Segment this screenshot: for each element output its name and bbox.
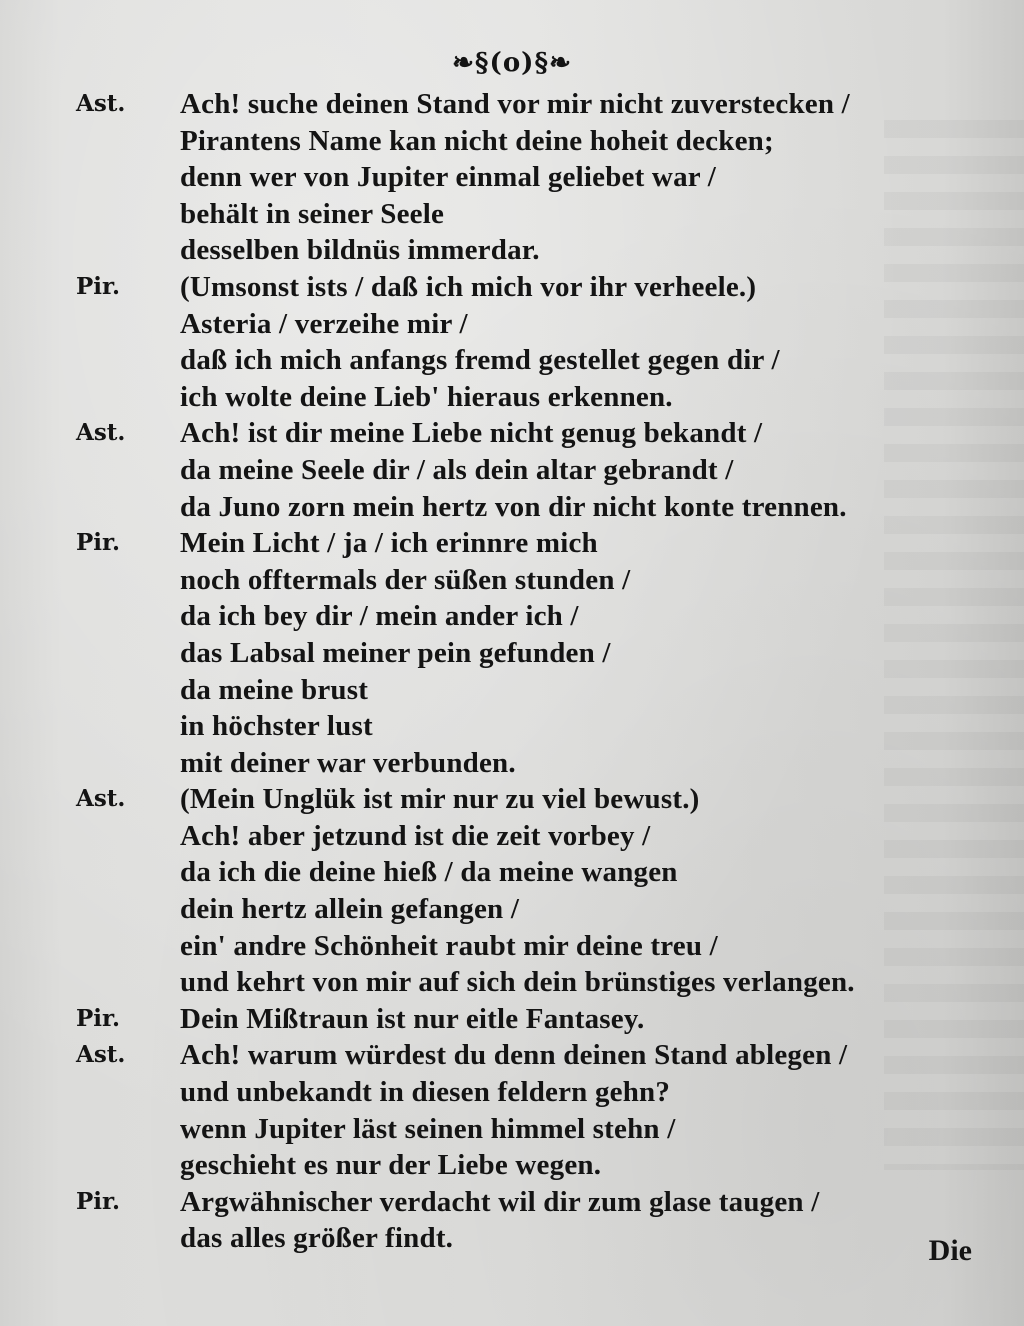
verse-line bbox=[0, 1147, 1024, 1184]
verse-text: Ach! ist dir meine Liebe nicht genug bekandt / bbox=[180, 417, 763, 450]
verse-text: behält in seiner Seele bbox=[180, 197, 445, 230]
verse-line bbox=[0, 818, 1024, 855]
verse-line bbox=[0, 342, 1024, 379]
verse-text: geschieht es nur der Liebe wegen. bbox=[180, 1149, 602, 1182]
speaker-label: Pir. bbox=[76, 1187, 121, 1215]
verse-text: das alles größer findt. bbox=[180, 1222, 454, 1255]
verse-text: daß ich mich anfangs fremd gestellet gegen dir / bbox=[180, 344, 780, 377]
verse-text: wenn Jupiter läst seinen himmel stehn / bbox=[180, 1112, 676, 1145]
speaker-label: Ast. bbox=[76, 785, 126, 813]
verse-text: Dein Mißtraun ist nur eitle Fantasey. bbox=[180, 1002, 645, 1035]
verse-line bbox=[0, 379, 1024, 416]
verse-text: Ach! suche deinen Stand vor mir nicht zuverstecken / bbox=[180, 88, 850, 120]
verse-text: Pirantens Name kan nicht deine hoheit decken; bbox=[180, 124, 774, 157]
verse-line bbox=[0, 232, 1024, 269]
verse-line bbox=[0, 928, 1024, 965]
verse-text: da Juno zorn mein hertz von dir nicht konte trennen. bbox=[180, 490, 847, 523]
verse-line bbox=[0, 196, 1024, 233]
verse-line bbox=[0, 598, 1024, 635]
speaker-label: Pir. bbox=[76, 529, 121, 557]
verse-line bbox=[0, 854, 1024, 891]
verse-text: da ich bey dir / mein ander ich / bbox=[180, 600, 579, 633]
verse-line bbox=[0, 964, 1024, 1001]
verse-line bbox=[0, 1037, 1024, 1074]
verse-line bbox=[0, 745, 1024, 782]
speaker-label: Pir. bbox=[76, 1004, 121, 1032]
verse-line bbox=[0, 1001, 1024, 1038]
verse-line bbox=[0, 489, 1024, 526]
verse-line bbox=[0, 159, 1024, 196]
verse-text: in höchster lust bbox=[180, 710, 373, 743]
verse-text: noch offtermals der süßen stunden / bbox=[180, 563, 631, 596]
verse-line bbox=[0, 525, 1024, 562]
verse-text: denn wer von Jupiter einmal geliebet war / bbox=[180, 161, 717, 194]
verse-text: Ach! aber jetzund ist die zeit vorbey / bbox=[180, 819, 651, 852]
verse-text: ein' andre Schönheit raubt mir deine treu / bbox=[180, 929, 718, 962]
verse-text: Asteria / verzeihe mir / bbox=[180, 307, 468, 340]
speaker-label: Ast. bbox=[76, 1041, 126, 1069]
verse-text: desselben bildnüs immerdar. bbox=[180, 234, 540, 267]
verse-text: da meine brust bbox=[180, 673, 369, 706]
verse-line bbox=[0, 635, 1024, 672]
verse-text: da meine Seele dir / als dein altar gebrandt / bbox=[180, 453, 734, 486]
verse-text: und unbekandt in diesen feldern gehn? bbox=[180, 1076, 671, 1109]
verse-text: da ich die deine hieß / da meine wangen bbox=[180, 856, 678, 889]
verse-text: mit deiner war verbunden. bbox=[180, 746, 516, 779]
verse-text: ich wolte deine Lieb' hieraus erkennen. bbox=[180, 380, 673, 413]
verse-text: und kehrt von mir auf sich dein brünstiges verlangen. bbox=[180, 966, 855, 999]
verse-text: Ach! warum würdest du denn deinen Stand ablegen / bbox=[180, 1039, 848, 1072]
verse-line bbox=[0, 86, 1024, 123]
page-header-ornament: ❧§(o)§❧ bbox=[452, 48, 572, 78]
dialogue-block bbox=[0, 86, 1024, 1257]
verse-line bbox=[0, 1074, 1024, 1111]
verse-line bbox=[0, 452, 1024, 489]
verse-text: Mein Licht / ja / ich erinnre mich bbox=[180, 527, 598, 560]
verse-text: Argwähnischer verdacht wil dir zum glase taugen / bbox=[180, 1185, 820, 1218]
verse-line bbox=[0, 672, 1024, 709]
catchword: Die bbox=[928, 1234, 972, 1267]
speaker-label: Ast. bbox=[76, 419, 126, 447]
verse-line bbox=[0, 1184, 1024, 1221]
verse-line bbox=[0, 781, 1024, 818]
verse-text: das Labsal meiner pein gefunden / bbox=[180, 636, 611, 669]
verse-text: dein hertz allein gefangen / bbox=[180, 893, 520, 926]
speaker-label: Pir. bbox=[76, 272, 121, 300]
verse-line bbox=[0, 708, 1024, 745]
verse-line bbox=[0, 1220, 1024, 1257]
speaker-label: Ast. bbox=[76, 90, 126, 117]
verse-line bbox=[0, 891, 1024, 928]
verse-line bbox=[0, 123, 1024, 160]
verse-line bbox=[0, 562, 1024, 599]
verse-line bbox=[0, 306, 1024, 343]
verse-line bbox=[0, 415, 1024, 452]
verse-text: (Umsonst ists / daß ich mich vor ihr verheele.) bbox=[180, 270, 757, 303]
verse-text: (Mein Unglük ist mir nur zu viel bewust.) bbox=[180, 783, 700, 816]
verse-line bbox=[0, 1111, 1024, 1148]
verse-line bbox=[0, 269, 1024, 306]
